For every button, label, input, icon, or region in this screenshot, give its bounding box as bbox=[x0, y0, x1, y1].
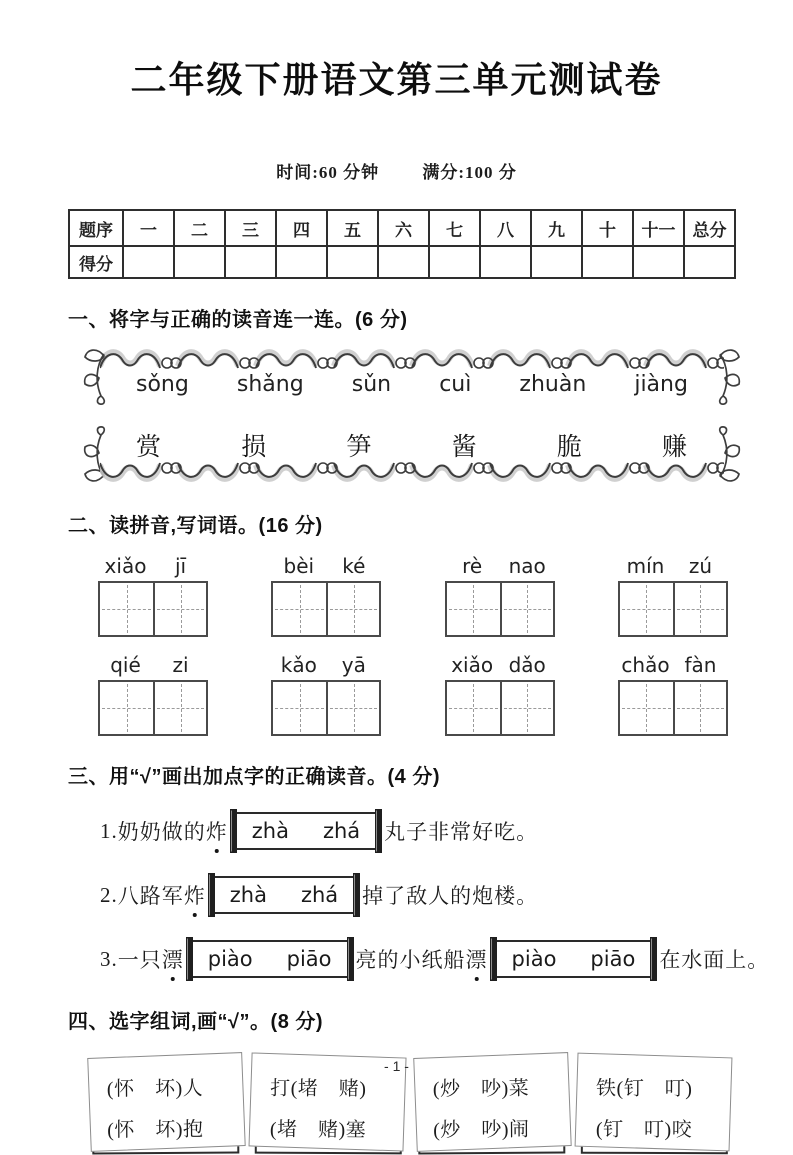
sentence-text: 掉了敌人的炮楼。 bbox=[362, 884, 539, 908]
writing-box bbox=[618, 680, 728, 736]
pronunciation-option[interactable]: piào bbox=[511, 947, 557, 971]
item-number: 2. bbox=[100, 882, 118, 907]
header-cell: 十一 bbox=[633, 210, 684, 246]
choice-line[interactable]: (怀 坏)抱 bbox=[107, 1118, 204, 1142]
pronunciation-choice-box bbox=[210, 876, 358, 914]
score-cell[interactable] bbox=[480, 246, 531, 278]
item-number: 1. bbox=[100, 818, 118, 843]
character-option[interactable]: 赏 bbox=[136, 434, 163, 461]
header-cell: 二 bbox=[174, 210, 225, 246]
score-cell[interactable] bbox=[276, 246, 327, 278]
choice-line[interactable]: (炒 吵)菜 bbox=[432, 1077, 530, 1101]
dotted-character: 炸 bbox=[206, 816, 228, 846]
word-row bbox=[98, 554, 728, 637]
pinyin-label: xiǎo dǎo bbox=[451, 653, 546, 677]
pinyin-option[interactable]: sǒng bbox=[136, 372, 189, 397]
dotted-character: 炸 bbox=[184, 880, 206, 910]
word-group bbox=[445, 554, 555, 637]
header-cell: 十 bbox=[582, 210, 633, 246]
pronunciation-option[interactable]: piāo bbox=[286, 947, 332, 971]
header-cell: 四 bbox=[276, 210, 327, 246]
writing-cell[interactable] bbox=[326, 583, 379, 635]
writing-box bbox=[618, 581, 728, 637]
writing-cell[interactable] bbox=[447, 682, 500, 734]
writing-cell[interactable] bbox=[620, 583, 673, 635]
score-cell[interactable] bbox=[225, 246, 276, 278]
pinyin-option[interactable]: sǔn bbox=[351, 372, 392, 397]
writing-cell[interactable] bbox=[273, 682, 326, 734]
writing-cell[interactable] bbox=[273, 583, 326, 635]
score-cell[interactable] bbox=[429, 246, 480, 278]
score-table bbox=[68, 209, 736, 279]
word-group bbox=[445, 653, 555, 736]
table-row bbox=[69, 246, 735, 278]
score-cell[interactable] bbox=[531, 246, 582, 278]
matching-characters-banner bbox=[88, 427, 736, 485]
word-choice-cards bbox=[92, 1060, 728, 1154]
vine-leaf-icon bbox=[714, 348, 742, 406]
writing-cell[interactable] bbox=[673, 583, 726, 635]
writing-cell[interactable] bbox=[153, 682, 206, 734]
sentence-text: 亮的小纸船 bbox=[355, 948, 466, 972]
header-cell: 八 bbox=[480, 210, 531, 246]
writing-cell[interactable] bbox=[100, 682, 153, 734]
score-cell[interactable] bbox=[378, 246, 429, 278]
writing-box bbox=[271, 581, 381, 637]
writing-cell[interactable] bbox=[620, 682, 673, 734]
choice-line[interactable]: (钉 叮)咬 bbox=[595, 1118, 693, 1142]
section1-heading: 一、将字与正确的读音连一连。(6 分) bbox=[68, 309, 408, 331]
choice-line[interactable]: 铁(钉 叮) bbox=[596, 1077, 693, 1101]
pronunciation-option[interactable]: zhà bbox=[251, 819, 289, 843]
sentence-item bbox=[100, 809, 793, 853]
header-cell: 七 bbox=[429, 210, 480, 246]
character-option[interactable]: 赚 bbox=[661, 434, 688, 461]
pinyin-label: kǎo yā bbox=[280, 653, 366, 677]
pinyin-writing-grid bbox=[98, 554, 728, 736]
writing-box bbox=[445, 680, 555, 736]
writing-cell[interactable] bbox=[500, 682, 553, 734]
score-row-label: 得分 bbox=[69, 246, 123, 278]
header-cell: 三 bbox=[225, 210, 276, 246]
writing-box bbox=[445, 581, 555, 637]
pinyin-label: mín zú bbox=[626, 554, 713, 578]
score-cell[interactable] bbox=[327, 246, 378, 278]
word-group bbox=[98, 554, 208, 637]
dotted-character: 漂 bbox=[162, 944, 184, 974]
character-option[interactable]: 脆 bbox=[556, 434, 583, 461]
wavy-divider bbox=[100, 457, 724, 485]
sentence-text: 在水面上。 bbox=[659, 948, 770, 972]
item-number: 3. bbox=[100, 946, 118, 971]
word-group bbox=[271, 653, 381, 736]
character-option[interactable]: 酱 bbox=[451, 434, 478, 461]
header-cell: 六 bbox=[378, 210, 429, 246]
pronunciation-choice-box bbox=[492, 940, 656, 978]
score-cell[interactable] bbox=[582, 246, 633, 278]
score-cell[interactable] bbox=[684, 246, 735, 278]
choice-line[interactable]: 打(堵 赌) bbox=[270, 1077, 367, 1101]
sentence-text: 奶奶做的 bbox=[117, 820, 206, 844]
pinyin-option[interactable]: zhuàn bbox=[519, 372, 587, 397]
full-score: 满分:100 分 bbox=[422, 163, 517, 182]
word-group bbox=[618, 554, 728, 637]
pinyin-label: bèi ké bbox=[283, 554, 366, 578]
pronunciation-option[interactable]: zhá bbox=[322, 819, 361, 843]
word-row bbox=[98, 653, 728, 736]
word-group bbox=[618, 653, 728, 736]
pinyin-label: rè nao bbox=[462, 554, 546, 578]
word-group bbox=[271, 554, 381, 637]
writing-cell[interactable] bbox=[447, 583, 500, 635]
word-group bbox=[98, 653, 208, 736]
section2-heading: 二、读拼音,写词语。(16 分) bbox=[68, 515, 323, 537]
sentence-text: 八路军 bbox=[117, 884, 184, 908]
writing-box bbox=[98, 680, 208, 736]
writing-cell[interactable] bbox=[500, 583, 553, 635]
header-cell: 题序 bbox=[69, 210, 123, 246]
writing-cell[interactable] bbox=[326, 682, 379, 734]
choice-line[interactable]: (堵 赌)塞 bbox=[269, 1118, 367, 1142]
choice-line[interactable]: (炒 吵)闹 bbox=[433, 1118, 530, 1142]
pronunciation-option[interactable]: zhá bbox=[300, 883, 339, 907]
sentence-item bbox=[100, 873, 793, 917]
pinyin-label: qié zi bbox=[110, 653, 189, 677]
pronunciation-option[interactable]: zhà bbox=[229, 883, 267, 907]
header-cell: 一 bbox=[123, 210, 174, 246]
pinyin-option[interactable]: cuì bbox=[439, 372, 472, 397]
pinyin-label: xiǎo jī bbox=[104, 554, 187, 578]
exam-info bbox=[0, 158, 793, 183]
vine-leaf-icon bbox=[82, 348, 110, 406]
score-cell[interactable] bbox=[174, 246, 225, 278]
pinyin-option[interactable]: shǎng bbox=[236, 372, 304, 397]
header-cell: 五 bbox=[327, 210, 378, 246]
writing-cell[interactable] bbox=[673, 682, 726, 734]
character-option[interactable]: 损 bbox=[241, 434, 268, 461]
writing-cell[interactable] bbox=[153, 583, 206, 635]
section3-heading: 三、用“√”画出加点字的正确读音。(4 分) bbox=[68, 766, 440, 788]
score-cell[interactable] bbox=[633, 246, 684, 278]
page-title: 二年级下册语文第三单元测试卷 bbox=[130, 59, 663, 100]
header-cell: 总分 bbox=[684, 210, 735, 246]
time-limit: 时间:60 分钟 bbox=[276, 163, 380, 182]
dotted-character: 漂 bbox=[466, 944, 488, 974]
pronunciation-choice-box bbox=[188, 940, 352, 978]
character-option[interactable]: 笋 bbox=[346, 434, 373, 461]
pronunciation-choice-box bbox=[232, 812, 380, 850]
pinyin-options-row bbox=[88, 370, 736, 397]
sentence-text: 一只 bbox=[117, 948, 162, 972]
page-number: - 1 - bbox=[384, 1058, 409, 1074]
sentence-text: 丸子非常好吃。 bbox=[384, 820, 539, 844]
table-row bbox=[69, 210, 735, 246]
section4-heading: 四、选字组词,画“√”。(8 分) bbox=[68, 1011, 324, 1033]
pronunciation-option[interactable]: piāo bbox=[590, 947, 636, 971]
writing-box bbox=[271, 680, 381, 736]
pinyin-option[interactable]: jiàng bbox=[634, 372, 688, 397]
score-cell[interactable] bbox=[123, 246, 174, 278]
writing-box bbox=[98, 581, 208, 637]
pinyin-label: chǎo fàn bbox=[621, 653, 717, 677]
header-cell: 九 bbox=[531, 210, 582, 246]
matching-pinyin-banner bbox=[88, 346, 736, 397]
choice-line[interactable]: (怀 坏)人 bbox=[106, 1077, 204, 1101]
writing-cell[interactable] bbox=[100, 583, 153, 635]
sentence-item bbox=[100, 937, 793, 981]
pronunciation-option[interactable]: piào bbox=[207, 947, 253, 971]
